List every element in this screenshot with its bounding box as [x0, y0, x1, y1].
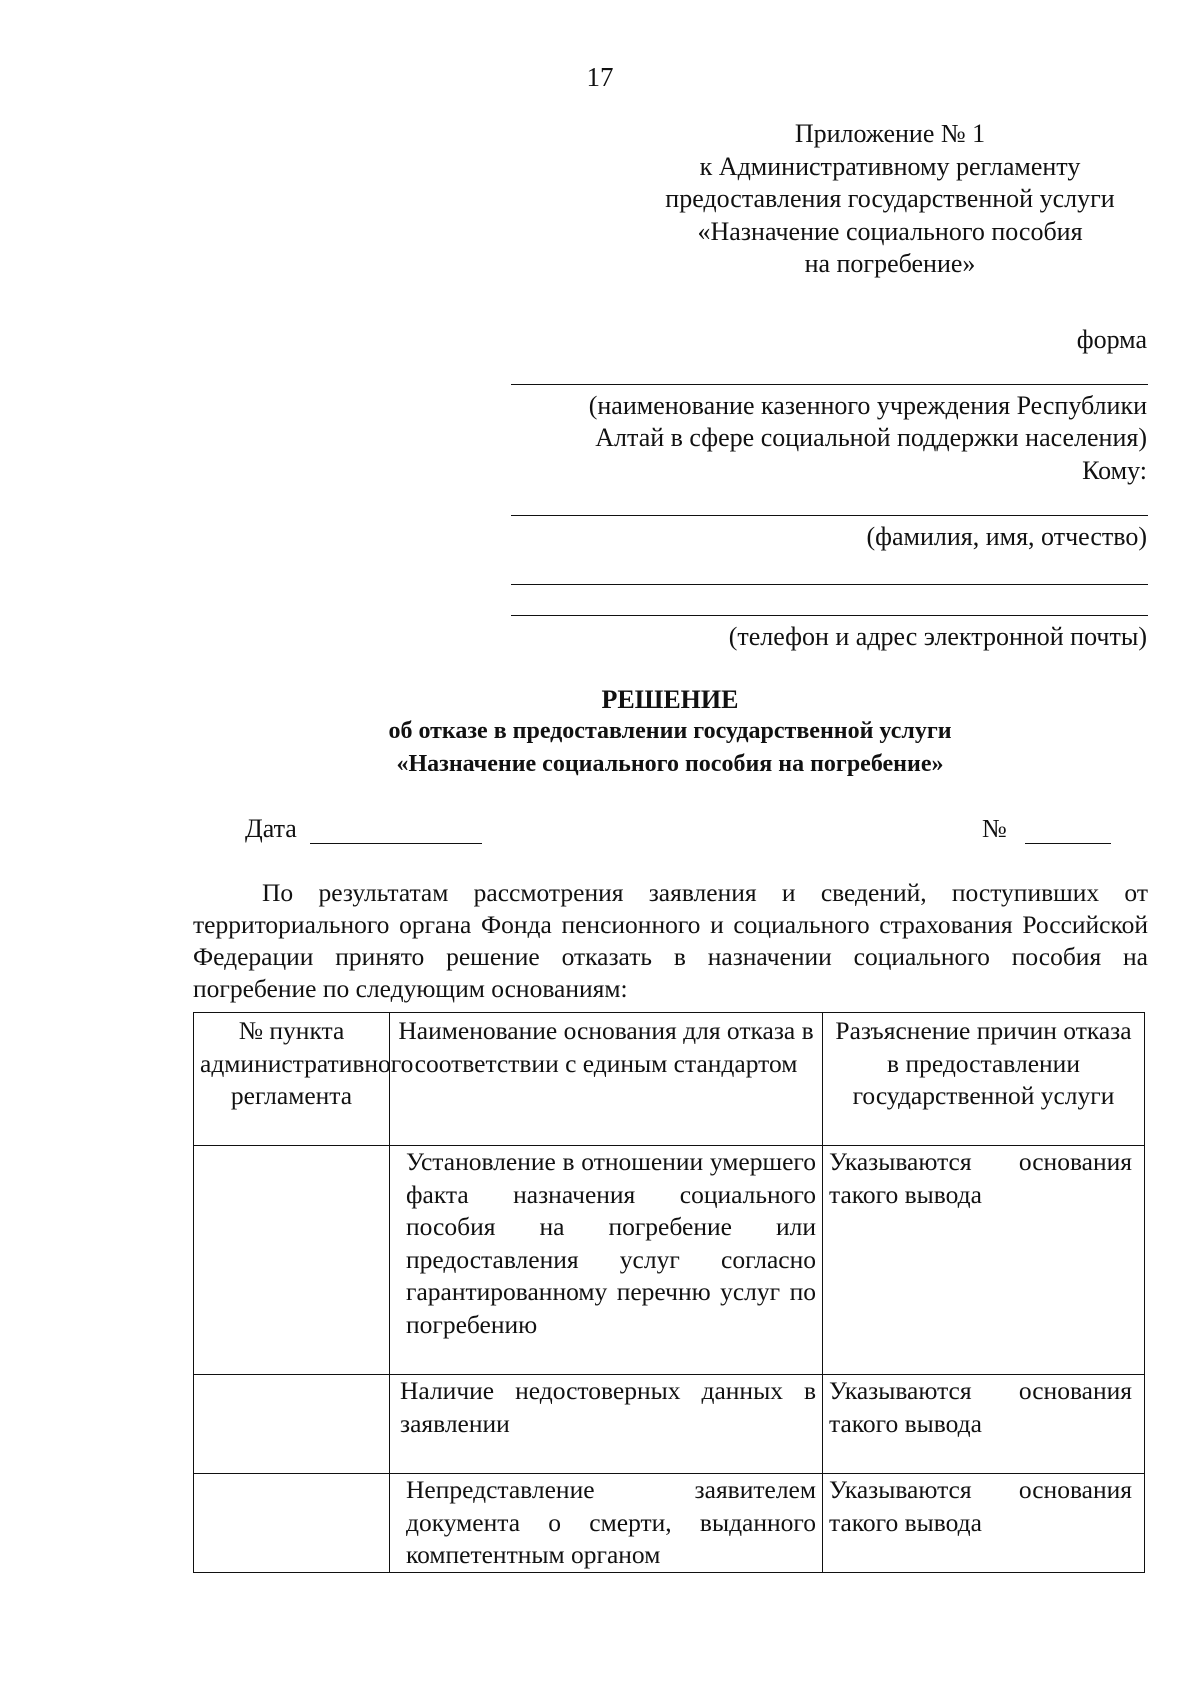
explanation-cell: Указываются основания такого вывода: [823, 1474, 1145, 1573]
item-cell: [194, 1474, 390, 1573]
annex-line: предоставления государственной услуги: [665, 184, 1115, 213]
table-row: [194, 1474, 1145, 1573]
reason-cell: Непредставление заявителем документа о смерти, выданного компетентным органом: [390, 1474, 823, 1573]
number-blank-line[interactable]: [1025, 843, 1111, 844]
name-caption: (фамилия, имя, отчество): [866, 522, 1147, 551]
institution-blank-line[interactable]: [511, 384, 1148, 385]
explanation-cell: Указываются основания такого вывода: [823, 1375, 1145, 1474]
document-subtitle: об отказе в предоставлении государственной услуги: [388, 718, 952, 744]
phone-blank-line[interactable]: [511, 584, 1148, 585]
date-number-row: [245, 814, 1125, 850]
decision-paragraph: [193, 877, 1148, 1005]
number-label: №: [982, 814, 1007, 843]
email-blank-line[interactable]: [511, 615, 1148, 616]
date-blank-line[interactable]: [310, 843, 482, 844]
paragraph-text: По результатам рассмотрения заявления и сведений, поступивших от территориального органа Фонда пенсионного и социального страхования Российской Федерации принято решение отказать в назначении социального пособия на погребение по следующим основаниям:: [193, 878, 1148, 1003]
reason-cell: Установление в отношении умершего факта назначения социального пособия на погребение или предоставления услуг согласно гарантированному перечню услуг по погребению: [390, 1146, 823, 1375]
annex-line: на погребение»: [804, 249, 976, 278]
header-cell: Наименование основания для отказа в соответствии с единым стандартом: [390, 1013, 823, 1146]
date-label: Дата: [245, 814, 297, 843]
explanation-cell: Указываются основания такого вывода: [823, 1146, 1145, 1375]
document-subtitle: «Назначение социального пособия на погребение»: [396, 751, 944, 777]
item-cell: [194, 1375, 390, 1474]
item-cell: [194, 1146, 390, 1375]
refusal-grounds-table: [193, 1012, 1145, 1573]
institution-caption: Алтай в сфере социальной поддержки населения): [595, 423, 1147, 452]
annex-line: к Административному регламенту: [699, 151, 1081, 181]
annex-line: «Назначение социального пособия: [697, 216, 1083, 246]
contact-caption: (телефон и адрес электронной почты): [728, 622, 1147, 651]
header-cell: № пункта административного регламента: [194, 1013, 390, 1146]
annex-block: [590, 118, 1190, 281]
form-label: форма: [1076, 325, 1147, 354]
table-row: [194, 1375, 1145, 1474]
to-label: Кому:: [1082, 456, 1147, 485]
table-header-row: [194, 1013, 1145, 1146]
institution-caption: (наименование казенного учреждения Республики: [588, 391, 1147, 420]
reason-cell: Наличие недостоверных данных в заявлении: [390, 1375, 823, 1474]
document-title: РЕШЕНИЕ: [601, 685, 739, 714]
table-row: [194, 1146, 1145, 1375]
header-cell: Разъяснение причин отказа в предоставлении государственной услуги: [823, 1013, 1145, 1146]
page-number: 17: [586, 62, 614, 92]
annex-line: Приложение № 1: [794, 119, 986, 148]
name-blank-line[interactable]: [511, 515, 1148, 516]
